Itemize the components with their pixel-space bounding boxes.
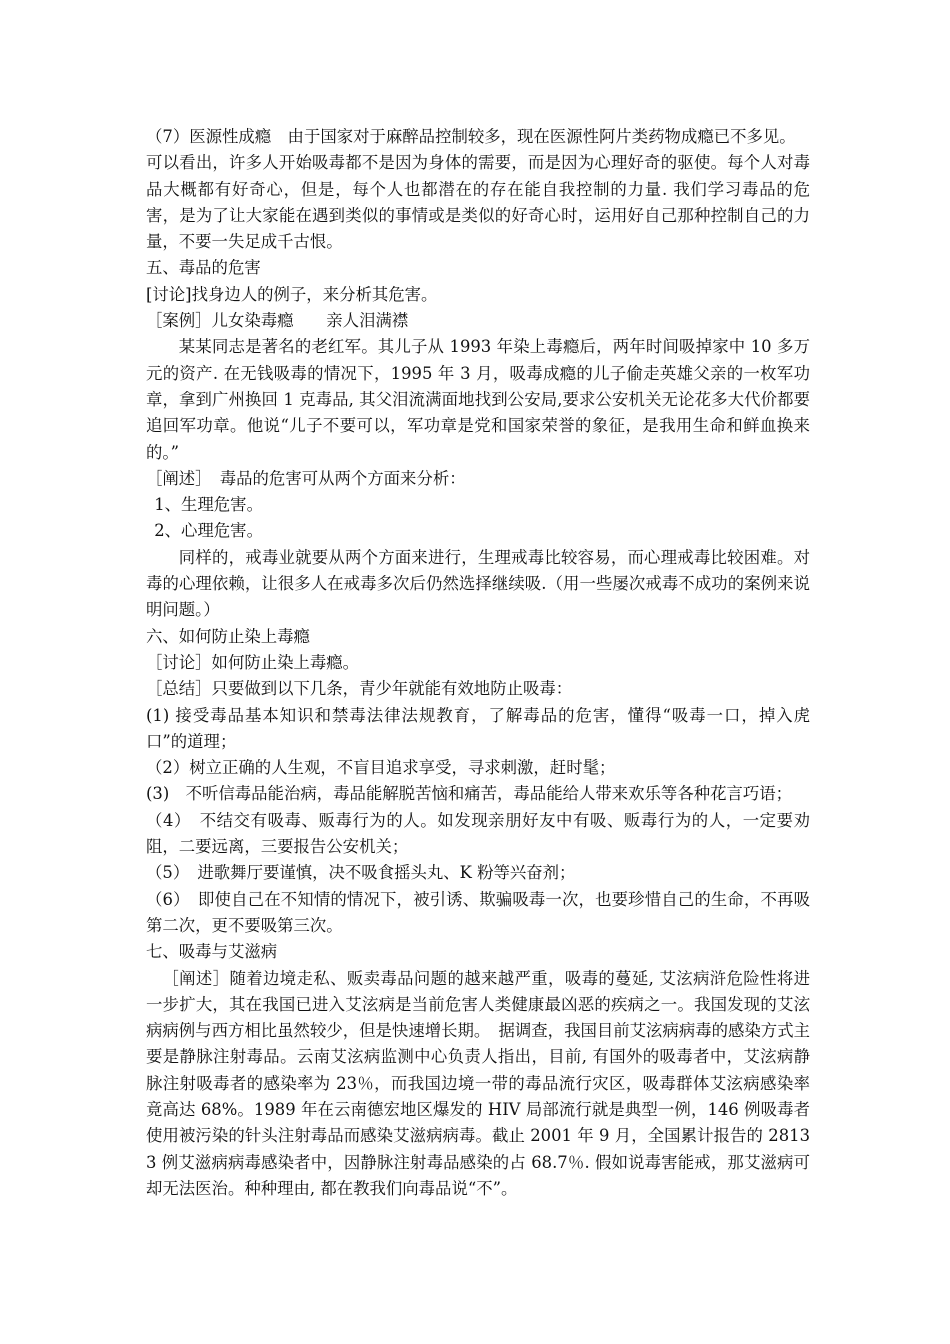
case-paragraph: 某某同志是著名的老红军。其儿子从 1993 年染上毒瘾后，两年时间吸掉家中 10 多万元的资产. 在无钱吸毒的情况下，1995 年 3 月，吸毒成瘾的儿子偷走英雄父亲的一枚军功章，拿到广州换回 1 克毒品, 其父泪流满面地找到公安局,要求公安机关无论花多大代价都要追回军功章。他说“儿子不要可以，军功章是党和国家荣誉的象征，是我用生命和鲜血换来的。”: [146, 337, 810, 462]
list-item-5: （5） 进歌舞厅要谨慎，决不吸食摇头丸、K 粉等兴奋剂；: [146, 863, 576, 883]
document-body: [146, 124, 810, 1202]
list-item-psychological-harm: 2、心理危害。: [154, 521, 263, 541]
elaboration-harm: ［阐述］ 毒品的危害可从两个方面来分析：: [146, 468, 466, 488]
list-item-1: (1) 接受毒品基本知识和禁毒法律法规教育，了解毒品的危害，懂得“吸毒一口，掉入虎口”的道理；: [146, 705, 810, 751]
list-item-2: （2）树立正确的人生观，不盲目追求享受，寻求刺激，赶时髦；: [146, 758, 616, 778]
paragraph-rehab: 同样的，戒毒业就要从两个方面来进行，生理戒毒比较容易，而心理戒毒比较困难。对毒的心理依赖，让很多人在戒毒多次后仍然选择继续吸.（用一些屡次戒毒不成功的案例来说明问题。）: [146, 547, 810, 620]
discussion-prevention: ［讨论］如何防止染上毒瘾。: [146, 652, 360, 672]
section-heading-prevention: 六、如何防止染上毒瘾: [146, 626, 310, 646]
list-item-4: （4） 不结交有吸毒、贩毒行为的人。如发现亲朋好友中有吸、贩毒行为的人，一定要劝阻，二要远离，三要报告公安机关；: [146, 810, 810, 857]
discussion-harm: [讨论]找身边人的例子，来分析其危害。: [146, 284, 438, 304]
section-heading-harm: 五、毒品的危害: [146, 258, 261, 278]
paragraph-curiosity: 可以看出，许多人开始吸毒都不是因为身体的需要，而是因为心理好奇的驱使。每个人对毒品大概都有好奇心，但是，每个人也都潜在的存在能自我控制的力量. 我们学习毒品的危害，是为了让大家能在遇到类似的事情或是类似的好奇心时，运用好自己那种控制自己的力量，不要一失足成千古恨。: [146, 153, 810, 252]
paragraph-aids: ［阐述］随着边境走私、贩卖毒品问题的越来越严重，吸毒的蔓延, 艾泫病浒危险性将进一步扩大，其在我国已进入艾泫病是当前危害人类健康最凶恶的疾病之一。我国发现的艾泫病病例与西方相比虽然较少，但是快速增长期。 据调查，我国目前艾泫病病毒的感染方式主要是静脉注射毒品。云南艾泫病监测中心负责人指出，目前, 有国外的吸毒者中，艾泫病静脉注射吸毒者的感染率为 23％，而我国边境一带的毒品流行灾区，吸毒群体艾泫病感染率竟高达 68%。1989 年在云南德宏地区爆发的 HIV 局部流行就是典型一例，146 例吸毒者使用被污染的针头注射毒品而感染艾滋病病毒。截止 2001 年 9 月，全国累计报告的 28133 例艾滋病病毒感染者中，因静脉注射毒品感染的占 68.7％. 假如说毒害能戒，那艾滋病可却无法医治。种种理由, 都在教我们向毒品说“不”。: [146, 968, 810, 1198]
summary-prevention: ［总结］只要做到以下几条，青少年就能有效地防止吸毒：: [146, 679, 573, 699]
list-item-6: （6） 即使自己在不知情的情况下，被引诱、欺骗吸毒一次，也要珍惜自己的生命，不再吸第二次，更不要吸第三次。: [146, 889, 810, 935]
paragraph-medical-addiction: （7）医源性成瘾 由于国家对于麻醉品控制较多，现在医源性阿片类药物成瘾已不多见。: [146, 127, 796, 146]
section-heading-aids: 七、吸毒与艾滋病: [146, 942, 278, 962]
list-item-3: (3) 不听信毒品能治病，毒品能解脱苦恼和痛苦，毒品能给人带来欢乐等各种花言巧语；: [146, 784, 793, 804]
case-heading: ［案例］儿女染毒瘾 亲人泪满襟: [146, 311, 409, 331]
list-item-physical-harm: 1、生理危害。: [154, 495, 263, 515]
